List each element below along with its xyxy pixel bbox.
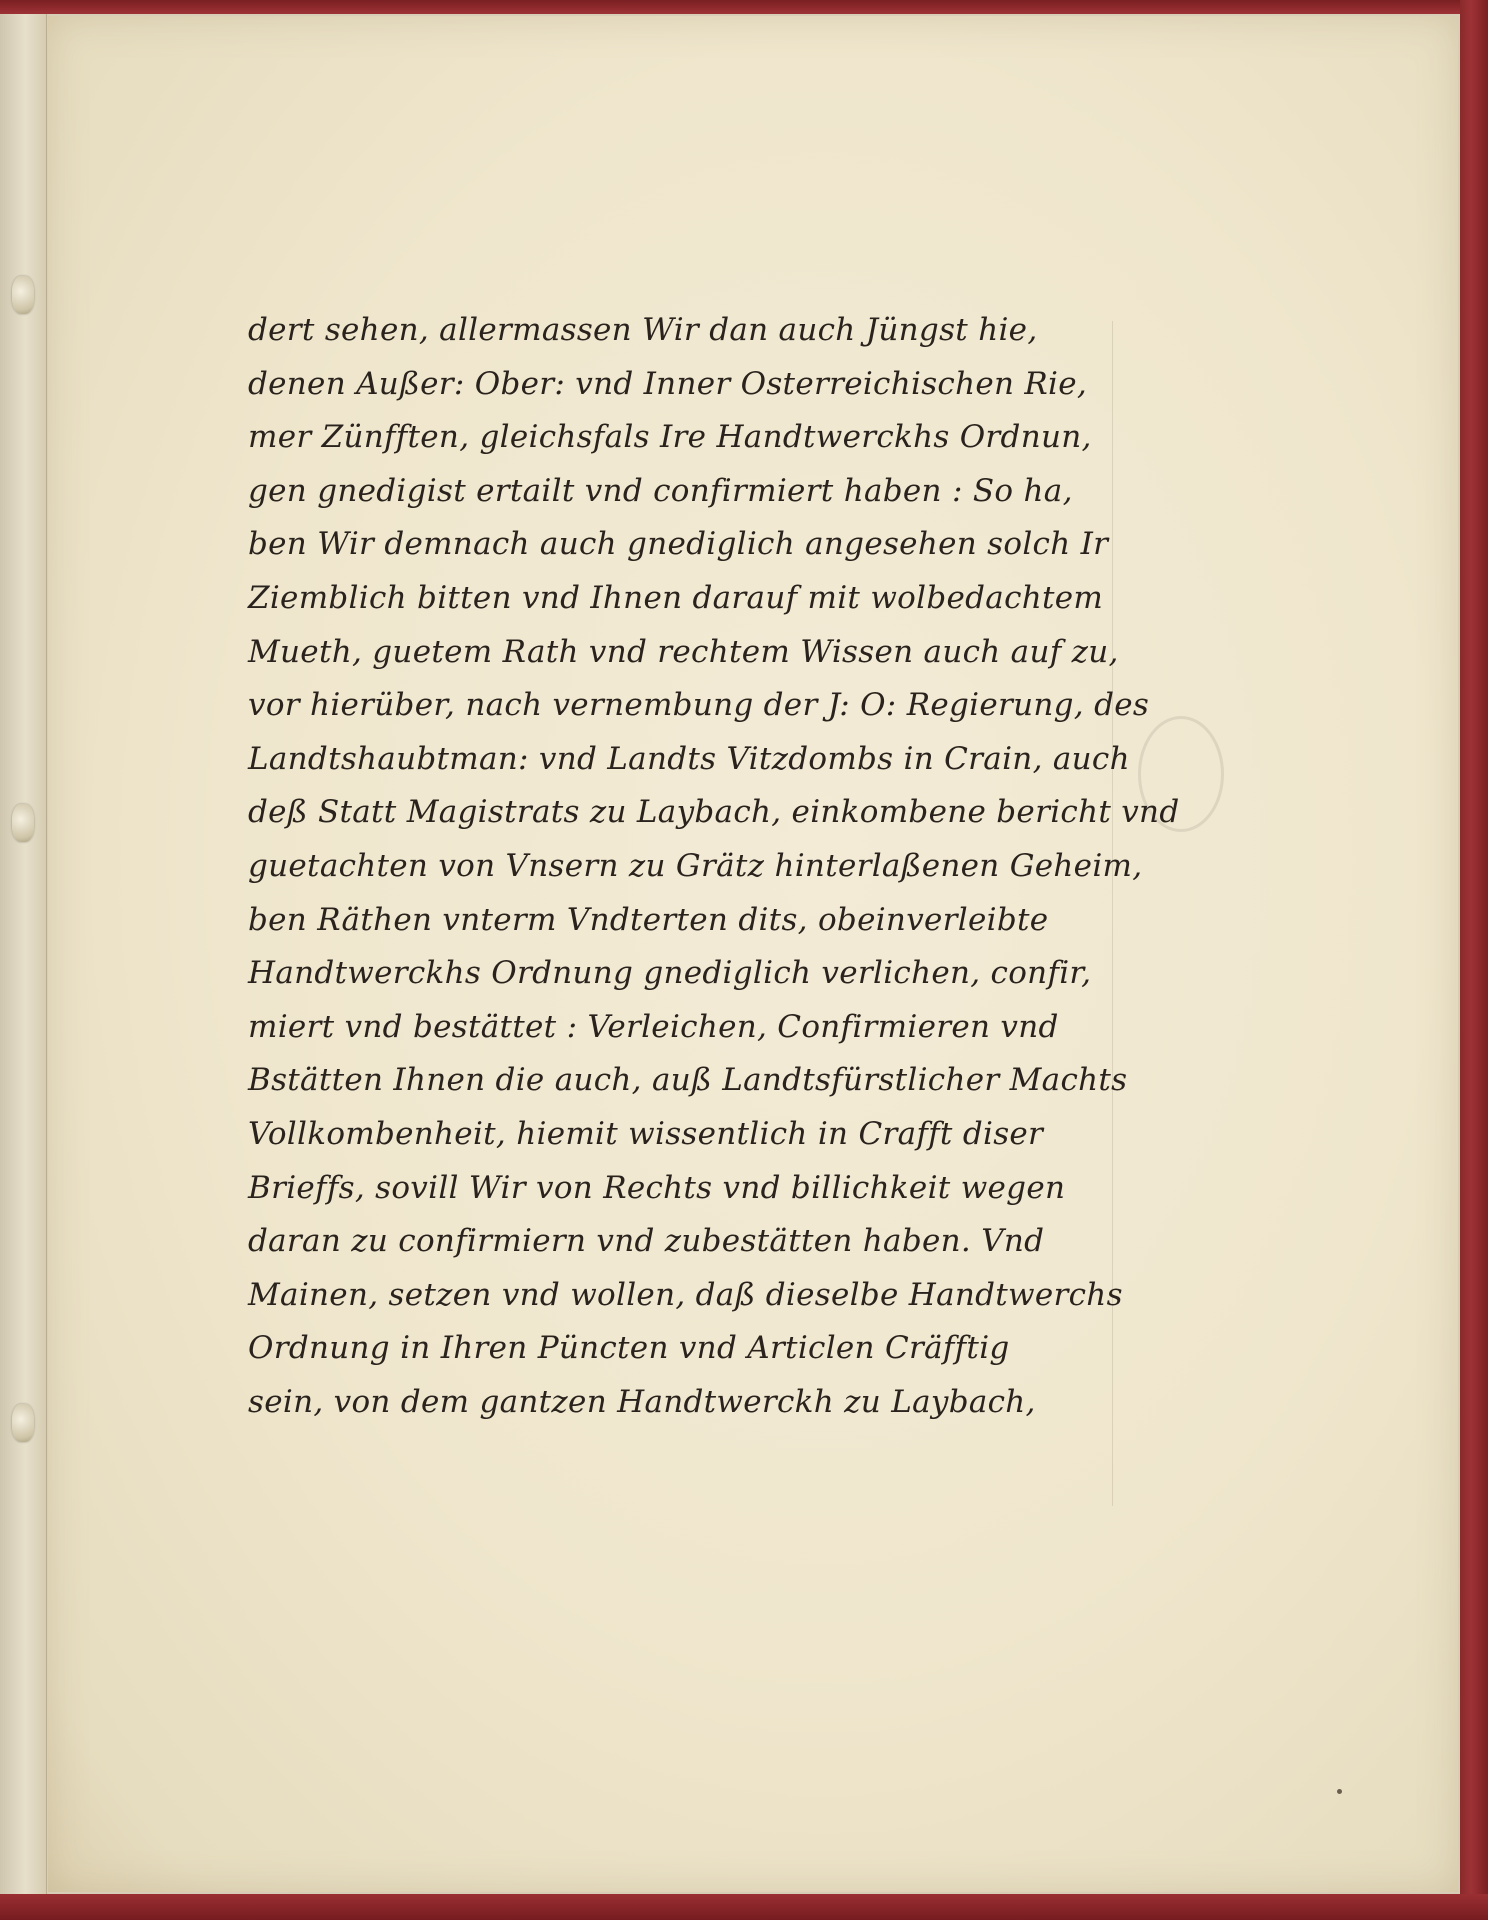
text-line: ben Räthen vnterm Vndterten dits, obeinverleibte: [248, 901, 1049, 938]
text-line: Brieffs, sovill Wir von Rechts vnd billichkeit wegen: [248, 1169, 1066, 1206]
binding-bottom-edge: [0, 1894, 1488, 1920]
text-line: Handtwerckhs Ordnung gnediglich verlichen, confir,: [248, 955, 1092, 992]
paper-speck: [1337, 1789, 1342, 1794]
text-line: Landtshaubtman: vnd Landts Vitzdombs in Crain, auch: [248, 740, 1130, 777]
manuscript-page: [48, 16, 1458, 1892]
handwritten-text-block: [248, 304, 1180, 1429]
binding-stitch: [12, 804, 34, 842]
text-line: gen gnedigist ertailt vnd confirmiert haben : So ha,: [248, 472, 1073, 509]
text-line: daran zu confirmiern vnd zubestätten haben. Vnd: [248, 1223, 1045, 1260]
text-line: Vollkombenheit, hiemit wissentlich in Crafft diser: [248, 1115, 1044, 1152]
binding-gutter: [0, 14, 47, 1894]
binding-stitch: [12, 276, 34, 314]
text-line: Mueth, guetem Rath vnd rechtem Wissen auch auf zu,: [248, 633, 1119, 670]
text-line: ben Wir demnach auch gnediglich angesehen solch Ir: [248, 526, 1109, 563]
text-line: deß Statt Magistrats zu Laybach, einkombene bericht vnd: [248, 794, 1180, 831]
text-line: dert sehen, allermassen Wir dan auch Jüngst hie,: [248, 312, 1038, 348]
text-line: miert vnd bestättet : Verleichen, Confirmieren vnd: [248, 1008, 1059, 1045]
text-line: vor hierüber, nach vernembung der J: O: Regierung, des: [248, 687, 1150, 724]
binding-right-edge: [1460, 0, 1488, 1920]
text-line: Bstätten Ihnen die auch, auß Landtsfürstlicher Machts: [248, 1062, 1128, 1099]
text-line: mer Zünfften, gleichsfals Ire Handtwerckhs Ordnun,: [248, 419, 1092, 456]
text-line: Ordnung in Ihren Püncten vnd Articlen Cräfftig: [248, 1330, 1010, 1367]
text-line: Mainen, setzen vnd wollen, daß dieselbe Handtwerchs: [248, 1276, 1123, 1313]
text-line: denen Außer: Ober: vnd Inner Osterreichischen Rie,: [248, 365, 1088, 402]
text-line: sein, von dem gantzen Handtwerckh zu Laybach,: [248, 1383, 1036, 1420]
binding-stitch: [12, 1404, 34, 1442]
text-line: guetachten von Vnsern zu Grätz hinterlaßenen Geheim,: [248, 847, 1143, 884]
binding-top-edge: [0, 0, 1488, 14]
text-line: Ziemblich bitten vnd Ihnen darauf mit wolbedachtem: [248, 579, 1104, 616]
